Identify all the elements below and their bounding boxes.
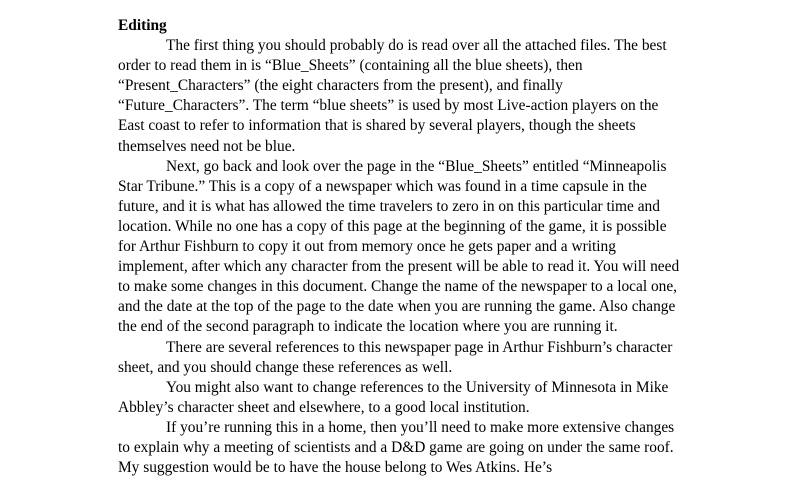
document-page — [118, 16, 688, 478]
paragraph-fishburn-references: There are several references to this newspaper page in Arthur Fishburn’s character sheet, and you should change these references as well. — [118, 338, 673, 376]
paragraph-university-references: You might also want to change references to the University of Minnesota in Mike Abbley’s character sheet and elsewhere, to a good local institution. — [118, 378, 669, 416]
paragraph-newspaper-page: Next, go back and look over the page in the “Blue_Sheets” entitled “Minneapolis Star Tribune.” This is a copy of a newspaper which was found in a time capsule in the future, and it is what has allowed the time travelers to zero in on this particular time and location. While no one has a copy of this page at the beginning of the game, it is possible for Arthur Fishburn to copy it out from memory once he gets paper and a writing implement, after which any character from the present will be able to read it. You will need to make some changes in this document. Change the name of the newspaper to a local one, and the date at the top of the page to the date when you are running the game. Also change the end of the second paragraph to indicate the location where you are running it. — [118, 157, 680, 336]
section-heading: Editing — [118, 17, 167, 34]
paragraph-reading-order: The first thing you should probably do is read over all the attached files. The best order to read them in is “Blue_Sheets” (containing all the blue sheets), then “Present_Characters” (the eight characters from the present), and finally “Future_Characters”. The term “blue sheets” is used by most Live-action players on the East coast to refer to information that is shared by several players, though the sheets themselves need not be blue. — [118, 37, 667, 155]
paragraph-home-setting: If you’re running this in a home, then you’ll need to make more extensive changes to explain why a meeting of scientists and a D&D game are going on under the same roof. My suggestion would be to have the house belong to Wes Atkins. He’s — [118, 418, 675, 477]
